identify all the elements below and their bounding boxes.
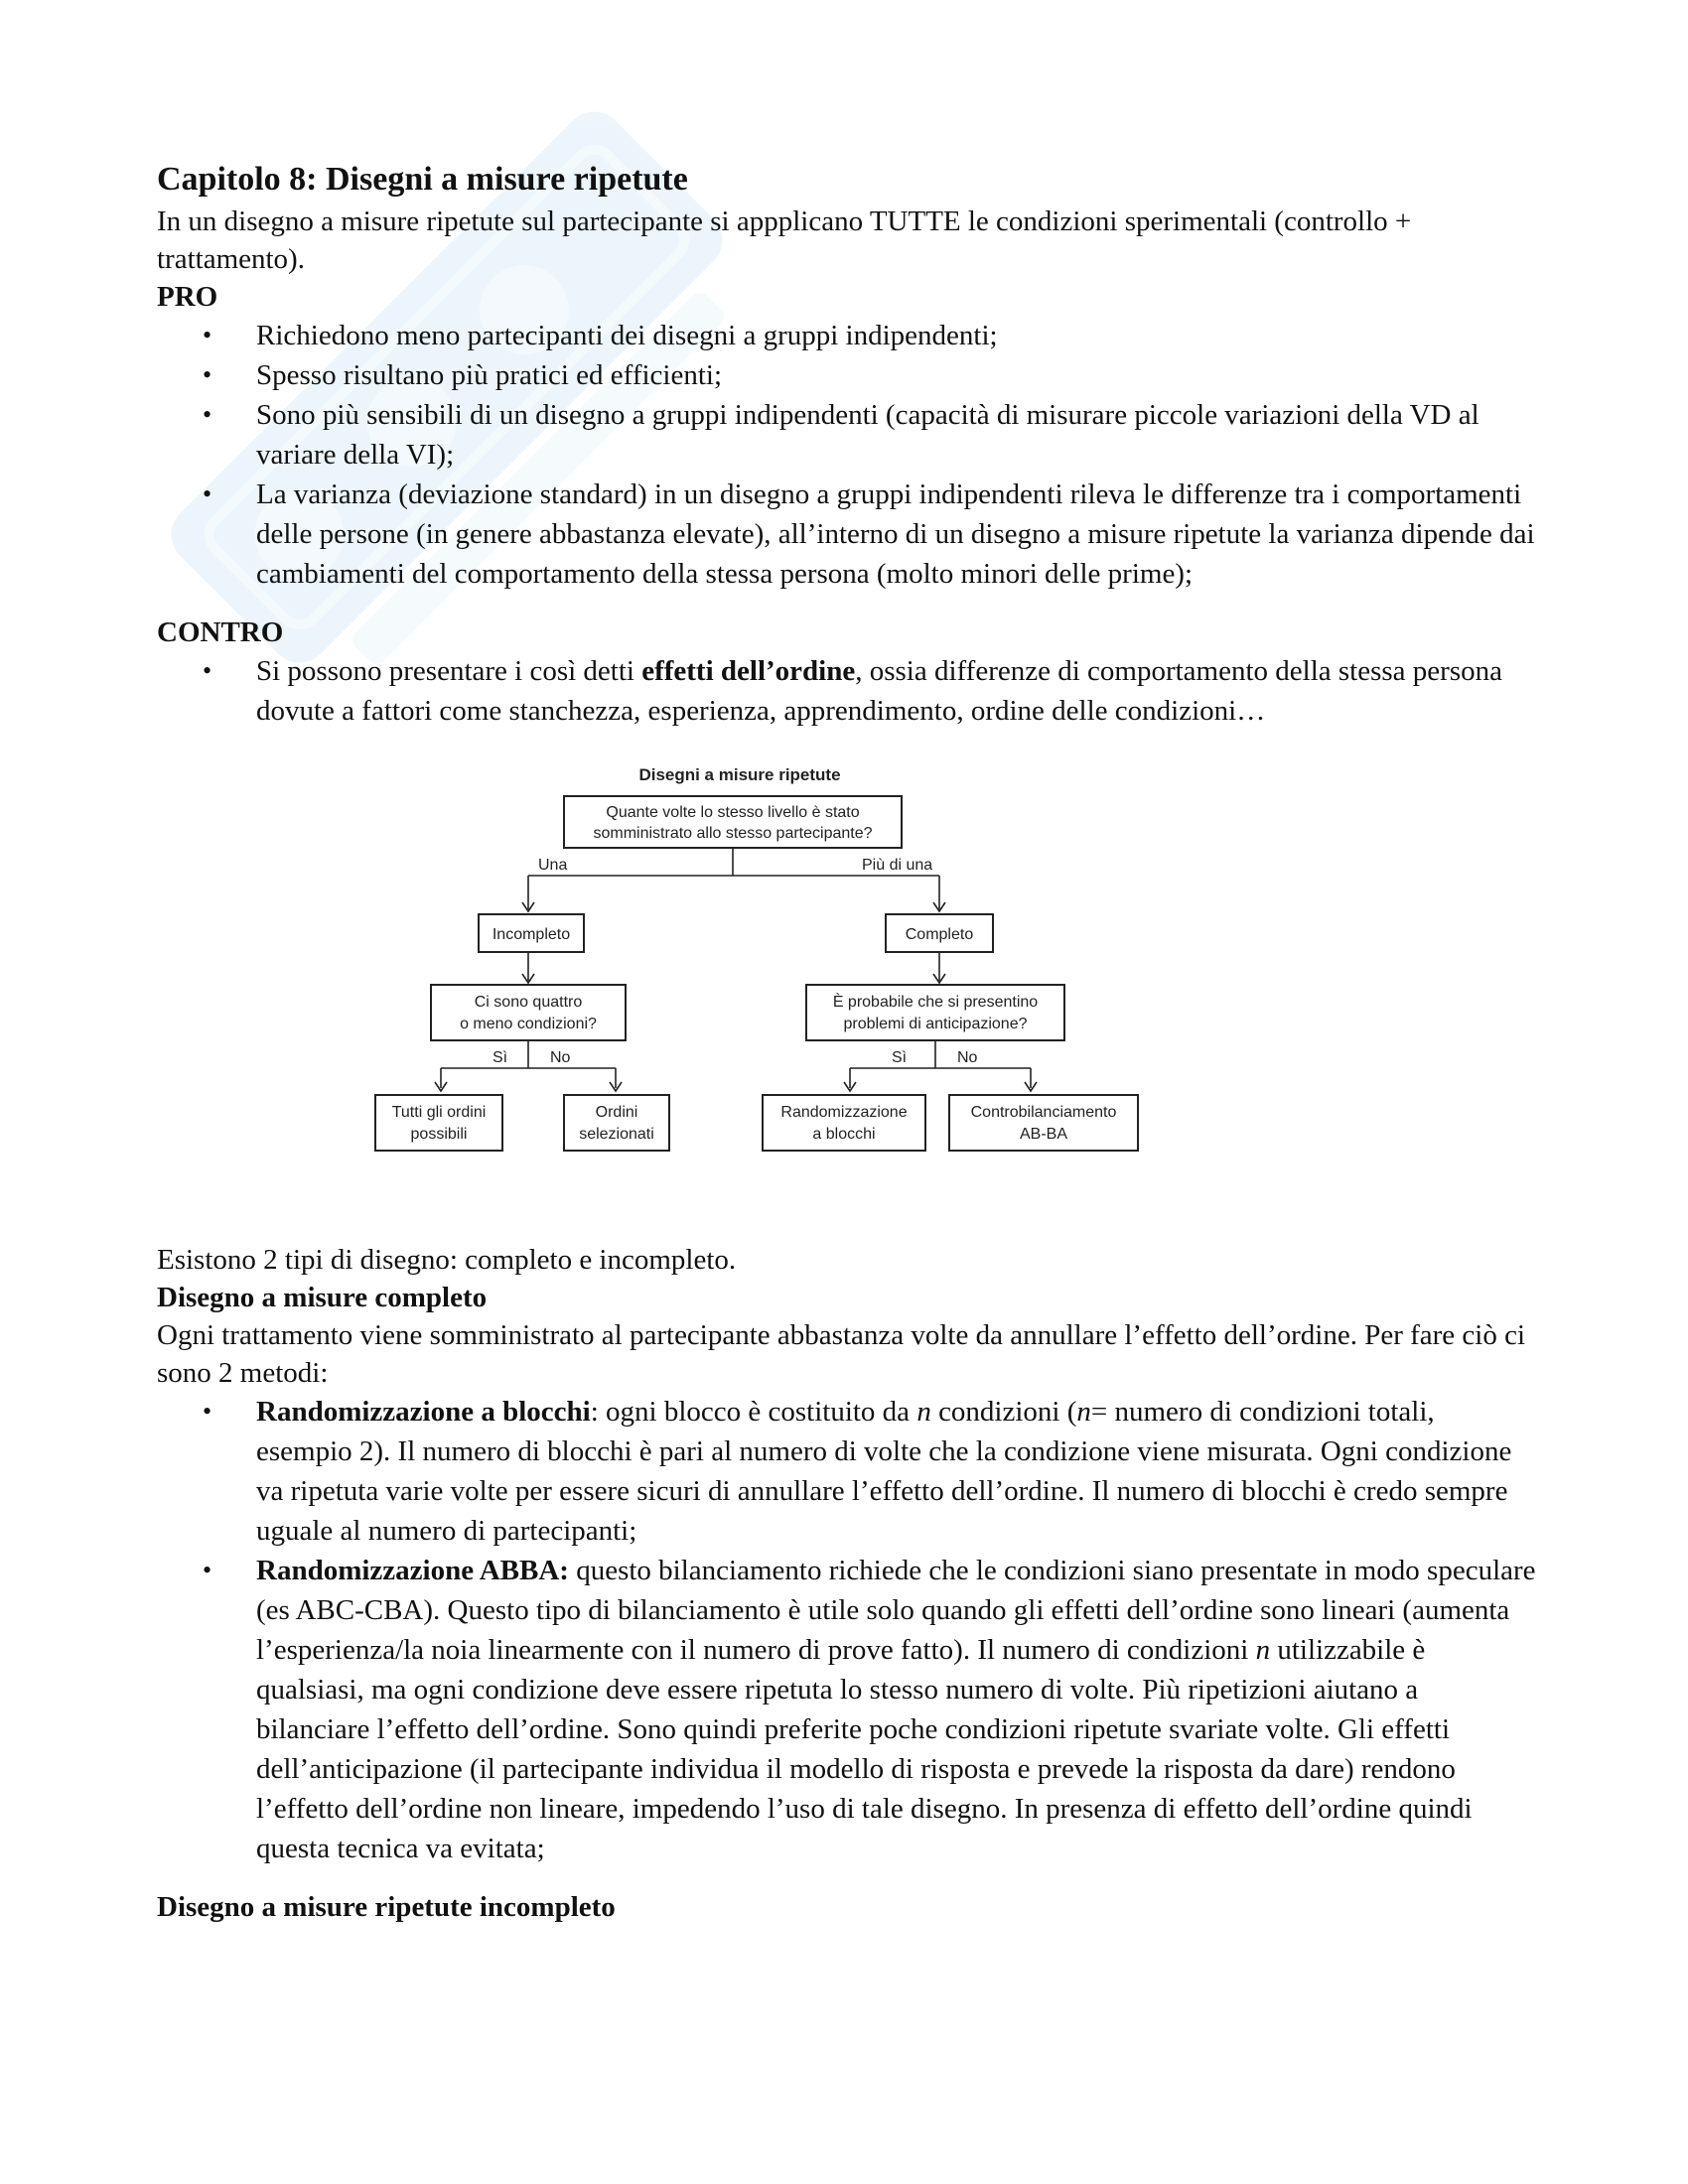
pro-list [157,316,1537,594]
list-item: • Randomizzazione a blocchi: ogni blocco è costituito da n condizioni (n= numero di condizioni totali, esempio 2). Il numero di blocchi è pari al numero di volte che la condizione viene misurata. Ogni condizione va ripetuta varie volte per essere sicuri di annullare l’effetto dell’ordine. Il numero di blocchi è credo sempre uguale al numero di partecipanti; [157,1392,1537,1551]
svg-text:a blocchi: a blocchi [812,1126,876,1143]
bullet-icon: • [203,360,212,389]
bullet-icon: • [203,656,212,685]
list-item: • Richiedono meno partecipanti dei disegni a gruppi indipendenti; [157,316,1537,355]
document-page [157,157,1537,1926]
svg-text:Controbilanciamento: Controbilanciamento [970,1104,1117,1121]
svg-text:Completo: Completo [905,926,974,943]
complete-design-heading: Disegno a misure completo [157,1282,488,1313]
bullet-icon: • [203,1397,212,1426]
svg-text:Ci sono quattro: Ci sono quattro [474,994,583,1011]
bullet-icon: • [203,479,212,508]
svg-text:o meno condizioni?: o meno condizioni? [460,1016,597,1032]
branch-label-si-left: Sì [492,1049,508,1066]
svg-text:Tutti gli ordini: Tutti gli ordini [391,1104,487,1121]
list-item: • Si possono presentare i così detti effetti dell’ordine, ossia differenze di comportamento della stessa persona dovute a fattori come stanchezza, esperienza, apprendimento, ordine delle condizioni… [157,651,1537,731]
svg-text:Randomizzazione: Randomizzazione [780,1104,908,1121]
contro-heading: CONTRO [157,616,284,648]
list-item: • Sono più sensibili di un disegno a gruppi indipendenti (capacità di misurare piccole variazioni della VD al variare della VI); [157,395,1537,475]
intro-paragraph: In un disegno a misure ripetute sul partecipante si appplicano TUTTE le condizioni sperimentali (controllo + trattamento). [157,205,1412,275]
list-item: • Spesso risultano più pratici ed efficienti; [157,355,1537,395]
diagram-title: Disegni a misure ripetute [638,765,841,784]
svg-text:somministrato allo stesso part: somministrato allo stesso partecipante? [593,825,873,842]
svg-text:È probabile che si presentino: È probabile che si presentino [832,994,1039,1011]
effetti-ordine-term: effetti dell’ordine [641,655,856,687]
svg-text:AB-BA: AB-BA [1019,1126,1068,1143]
branch-label-piu-di-una: Più di una [862,857,933,874]
svg-text:Incompleto: Incompleto [492,926,571,943]
flowchart [157,760,1537,1217]
branch-label-no-left: No [550,1049,571,1066]
list-item: • Randomizzazione ABBA: questo bilanciamento richiede che le condizioni siano presentate in modo speculare (es ABC-CBA). Questo tipo di bilanciamento è utile solo quando gli effetti dell’ordine sono lineari (aumenta l’esperienza/la noia linearmente con il numero di prove fatto). Il numero di condizioni n utilizzabile è qualsiasi, ma ogni condizione deve essere ripetuta lo stesso numero di volte. Più ripetizioni aiutano a bilanciare l’effetto dell’ordine. Sono quindi preferite poche condizioni ripetute svariate volte. Gli effetti dell’anticipazione (il partecipante individua il modello di risposta e prevede la risposta da dare) rendono l’effetto dell’ordine non lineare, impedendo l’uso di tale disegno. In presenza di effetto dell’ordine quindi questa tecnica va evitata; [157,1551,1537,1868]
svg-text:selezionati: selezionati [579,1126,654,1143]
incomplete-design-heading: Disegno a misure ripetute incompleto [157,1891,616,1923]
branch-label-si-right: Sì [892,1049,908,1066]
svg-text:Quante volte lo stesso livello: Quante volte lo stesso livello è stato [606,804,860,821]
contro-list [157,651,1537,731]
svg-text:possibili: possibili [410,1126,468,1143]
flowchart-figure [157,760,1537,1217]
branch-label-no-right: No [957,1049,978,1066]
svg-text:problemi di anticipazione?: problemi di anticipazione? [843,1016,1028,1032]
methods-list [157,1392,1537,1868]
bullet-icon: • [203,321,212,349]
list-item: • La varianza (deviazione standard) in un disegno a gruppi indipendenti rileva le differenze tra i comportamenti delle persone (in genere abbastanza elevate), all’interno di un disegno a misure ripetute la varianza dipende dai cambiamenti del comportamento della stessa persona (molto minori delle prime); [157,475,1537,594]
branch-label-una: Una [538,857,568,874]
pro-heading: PRO [157,281,218,313]
bullet-icon: • [203,1556,212,1584]
complete-design-intro: Ogni trattamento viene somministrato al partecipante abbastanza volte da annullare l’effetto dell’ordine. Per fare ciò ci sono 2 metodi: [157,1319,1526,1389]
svg-text:Ordini: Ordini [595,1104,638,1121]
page-title: Capitolo 8: Disegni a misure ripetute [157,161,688,198]
bullet-icon: • [203,400,212,429]
types-sentence: Esistono 2 tipi di disegno: completo e incompleto. [157,1244,737,1276]
